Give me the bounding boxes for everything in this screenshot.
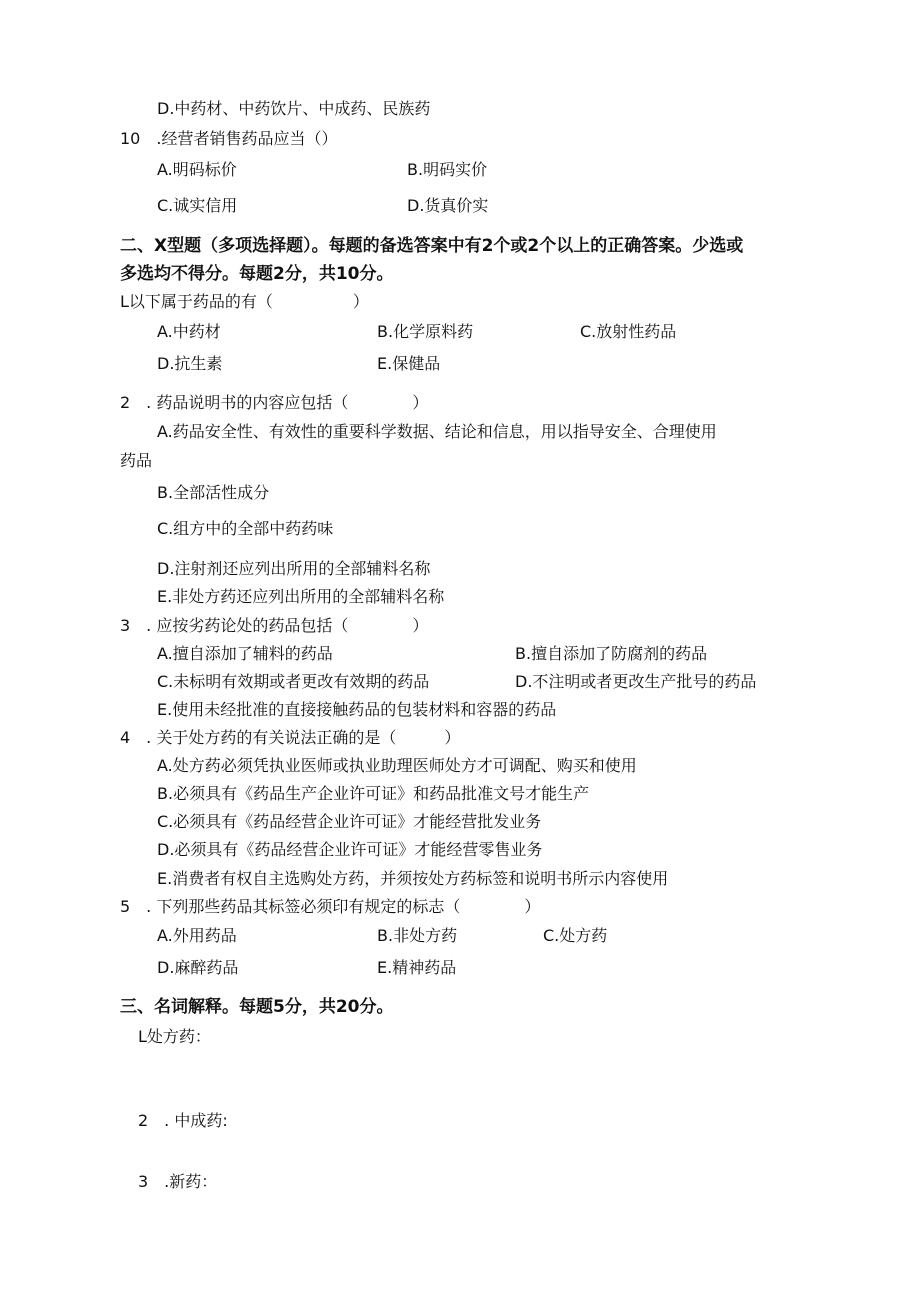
question-stem: 3 . 应按劣药论处的药品包括（ ） <box>120 616 429 635</box>
option-d: D.注射剂还应列出所用的全部辅料名称 <box>157 559 431 578</box>
option-e: E.消费者有权自主选购处方药，并须按处方药标签和说明书所示内容使用 <box>157 869 669 888</box>
question-stem: 2 . 药品说明书的内容应包括（ ） <box>120 393 429 412</box>
option-a: A.中药材 <box>157 322 221 341</box>
question-stem: 4 . 关于处方药的有关说法正确的是（ ） <box>120 728 461 747</box>
question-stem: 5 . 下列那些药品其标签必须印有规定的标志（ ） <box>120 897 541 916</box>
option-b: B.全部活性成分 <box>157 483 270 502</box>
option-a: A.外用药品 <box>157 926 237 945</box>
option-b: B.化学原料药 <box>377 322 474 341</box>
option-b: B.擅自添加了防腐剂的药品 <box>515 644 708 663</box>
question-stem: 10 .经营者销售药品应当（） <box>120 129 338 148</box>
option-e: E.精神药品 <box>377 958 457 977</box>
option-a: A.药品安全性、有效性的重要科学数据、结论和信息，用以指导安全、合理使用 <box>157 422 717 441</box>
option-a-cont: 药品 <box>120 451 153 470</box>
section-heading: 三、名词解释。每题5分，共20分。 <box>120 997 394 1017</box>
option-c: C.必须具有《药品经营企业许可证》才能经营批发业务 <box>157 812 542 831</box>
option-c: C.诚实信用 <box>157 196 238 215</box>
option-b: B.非处方药 <box>377 926 458 945</box>
option-d: D.货真价实 <box>407 196 489 215</box>
section-heading-cont: 多选均不得分。每题2分，共10分。 <box>120 264 394 284</box>
option-c: C.组方中的全部中药药味 <box>157 519 334 538</box>
option-a: A.处方药必须凭执业医师或执业助理医师处方才可调配、购买和使用 <box>157 756 637 775</box>
option-d: D.必须具有《药品经营企业许可证》才能经营零售业务 <box>157 840 543 859</box>
term-item: L处方药： <box>138 1027 211 1046</box>
section-heading: 二、X型题（多项选择题）。每题的备选答案中有2个或2个以上的正确答案。少选或 <box>120 236 744 256</box>
option-c: C.未标明有效期或者更改有效期的药品 <box>157 672 430 691</box>
option-c: C.处方药 <box>543 926 608 945</box>
question-stem: L以下属于药品的有（ ） <box>120 292 369 311</box>
option-e: E.使用未经批准的直接接触药品的包装材料和容器的药品 <box>157 700 557 719</box>
option-d: D.麻醉药品 <box>157 958 239 977</box>
option-e: E.保健品 <box>377 354 441 373</box>
option-a: A.擅自添加了辅料的药品 <box>157 644 333 663</box>
option-c: C.放射性药品 <box>580 322 677 341</box>
option-b: B.明码实价 <box>407 160 488 179</box>
option-e: E.非处方药还应列出所用的全部辅料名称 <box>157 587 445 606</box>
prev-question-option-d: D.中药材、中药饮片、中成药、民族药 <box>157 99 431 118</box>
term-item: 2 . 中成药: <box>138 1111 228 1130</box>
term-item: 3 .新药： <box>138 1172 218 1191</box>
option-b: B.必须具有《药品生产企业许可证》和药品批准文号才能生产 <box>157 784 590 803</box>
option-d: D.抗生素 <box>157 354 223 373</box>
option-d: D.不注明或者更改生产批号的药品 <box>515 672 757 691</box>
option-a: A.明码标价 <box>157 160 237 179</box>
